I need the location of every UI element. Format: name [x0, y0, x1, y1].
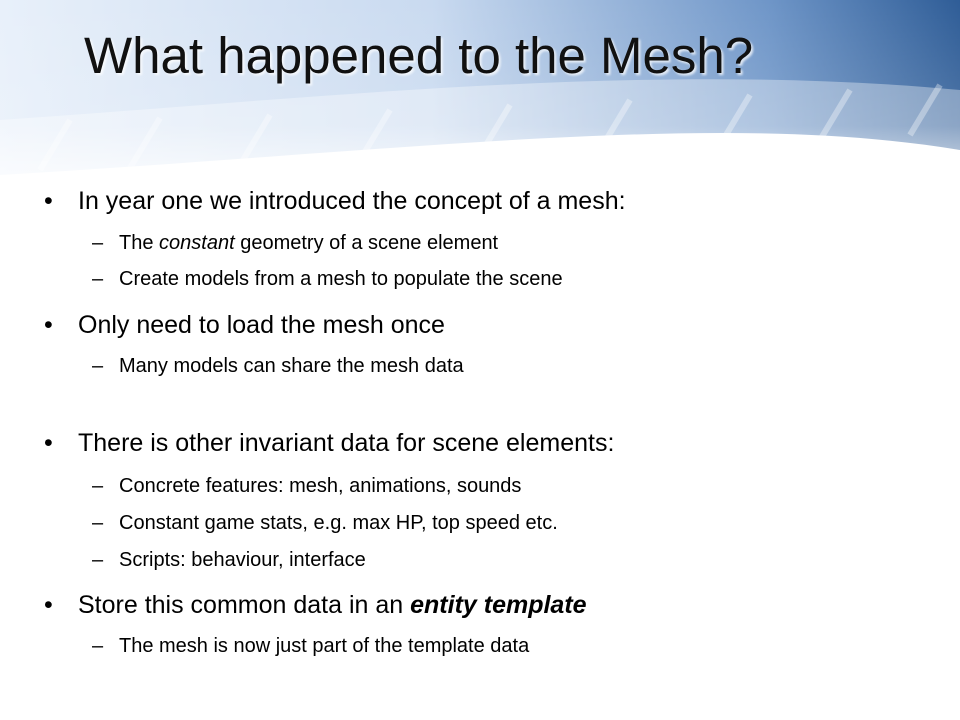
sub-bullet-dash: – [92, 232, 104, 254]
sub-bullet-dash: – [92, 549, 104, 571]
sub-bullet-dash: – [92, 355, 104, 377]
bullet-dot: • [44, 187, 53, 215]
bullet-text: Only need to load the mesh once [78, 311, 445, 339]
sub-bullet-dash: – [92, 512, 104, 534]
sub-bullet-text: The constant geometry of a scene element [119, 232, 499, 254]
sub-bullet-text: Concrete features: mesh, animations, sounds [119, 475, 522, 497]
sub-bullet-text: Many models can share the mesh data [119, 355, 464, 377]
bullet-dot: • [44, 591, 53, 619]
sub-bullet-dash: – [92, 475, 104, 497]
sub-bullet-text: Constant game stats, e.g. max HP, top speed etc. [119, 512, 558, 534]
sub-bullet-text: Create models from a mesh to populate the scene [119, 268, 563, 290]
slide-title: What happened to the Mesh? [84, 27, 754, 84]
bullet-dot: • [44, 429, 53, 457]
bullet-dot: • [44, 311, 53, 339]
bullet-text: There is other invariant data for scene elements: [78, 429, 615, 457]
bullet-text: Store this common data in an entity template [78, 591, 587, 619]
sub-bullet-text: Scripts: behaviour, interface [119, 549, 366, 571]
sub-bullet-text: The mesh is now just part of the template data [119, 635, 530, 657]
emphasis-constant: constant [159, 232, 235, 254]
emphasis-entity-template: entity template [410, 591, 587, 619]
sub-bullet-dash: – [92, 635, 104, 657]
sub-bullet-dash: – [92, 268, 104, 290]
bullet-text: In year one we introduced the concept of a mesh: [78, 187, 626, 215]
